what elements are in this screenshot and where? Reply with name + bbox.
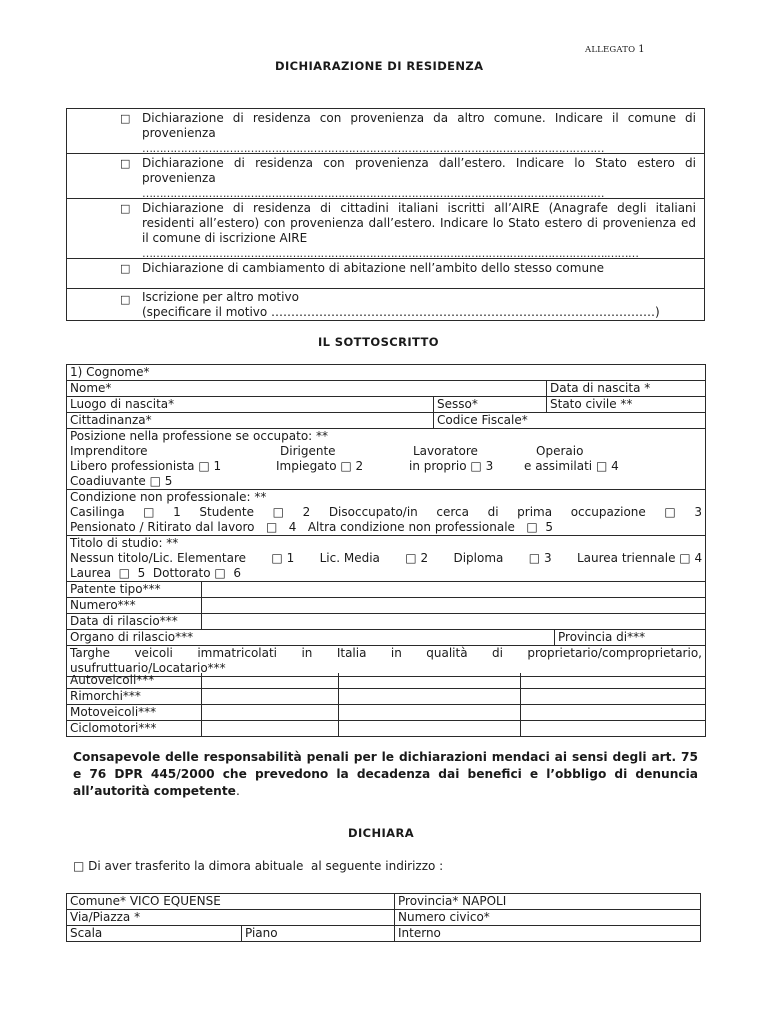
studio-row-2[interactable]: Laurea □ 5 Dottorato □ 6 bbox=[70, 566, 241, 580]
input-rimorchi-3[interactable] bbox=[521, 689, 706, 705]
professione-option-5[interactable]: Coadiuvante □ 5 bbox=[70, 474, 173, 488]
studio-label: Titolo di studio: ** bbox=[70, 536, 179, 550]
allegato-label bbox=[585, 44, 645, 55]
input-rimorchi-1[interactable] bbox=[202, 689, 339, 705]
condizione-row-1[interactable] bbox=[70, 505, 702, 520]
field-codice-fiscale[interactable]: Codice Fiscale* bbox=[434, 413, 706, 429]
liability-statement bbox=[73, 749, 698, 800]
field-provincia-rilascio[interactable]: Provincia di*** bbox=[555, 630, 706, 646]
field-via-piazza[interactable]: Via/Piazza * bbox=[67, 910, 395, 926]
field-sesso[interactable]: Sesso* bbox=[434, 397, 547, 413]
targhe-word: Targhe bbox=[70, 646, 111, 660]
condizione-word: Disoccupato/in bbox=[328, 505, 418, 519]
condizione-word: Studente bbox=[199, 505, 254, 519]
residence-type-options bbox=[66, 108, 705, 321]
field-organo-rilascio[interactable]: Organo di rilascio*** bbox=[67, 630, 555, 646]
dichiara-heading: DICHIARA bbox=[348, 826, 415, 840]
fill-line[interactable]: …………………………………………………………………………………………………………………….……… bbox=[142, 247, 639, 260]
label-autoveicoli: Autoveicoli*** bbox=[67, 673, 202, 689]
option-text: Dichiarazione di residenza con provenienza dall’estero. Indicare lo Stato estero di provenienza bbox=[142, 156, 696, 185]
checkbox-icon[interactable]: □ bbox=[120, 202, 131, 215]
professione-lavoratore: Lavoratore bbox=[413, 444, 478, 458]
input-autoveicoli-2[interactable] bbox=[339, 673, 521, 689]
field-cognome[interactable]: 1) Cognome* bbox=[67, 365, 706, 381]
option-text: Dichiarazione di residenza di cittadini italiani iscritti all’AIRE (Anagrafe degli italiani residenti all’estero) con provenienza dall’estero. Indicare lo Stato estero di provenienza ed il comune di iscrizione AIRE bbox=[142, 201, 696, 245]
field-interno[interactable]: Interno bbox=[395, 926, 701, 942]
condizione-label: Condizione non professionale: ** bbox=[70, 490, 267, 504]
option-text: Dichiarazione di cambiamento di abitazione nell’ambito dello stesso comune bbox=[142, 261, 605, 275]
option-estero[interactable] bbox=[67, 154, 704, 198]
checkbox-icon[interactable]: □ bbox=[664, 505, 676, 519]
professione-operaio: Operaio bbox=[536, 444, 584, 458]
professione-option-3[interactable]: in proprio □ 3 bbox=[409, 459, 494, 473]
page-title: DICHIARAZIONE DI RESIDENZA bbox=[275, 59, 484, 73]
targhe-word: immatricolati bbox=[197, 646, 278, 660]
condizione-word: occupazione bbox=[570, 505, 646, 519]
input-data-rilascio[interactable] bbox=[202, 614, 706, 630]
targhe-line-1 bbox=[70, 646, 702, 661]
targhe-word: Italia bbox=[336, 646, 367, 660]
field-patente-tipo: Patente tipo*** bbox=[67, 582, 202, 598]
input-ciclomotori-1[interactable] bbox=[202, 721, 339, 737]
targhe-line-2: usufruttuario/Locatario*** bbox=[70, 661, 226, 675]
input-autoveicoli-1[interactable] bbox=[202, 673, 339, 689]
option-specify-line[interactable]: (specificare il motivo ……………………………………………………………………………………) bbox=[142, 305, 660, 319]
condizione-word: prima bbox=[517, 505, 553, 519]
field-titolo-studio bbox=[67, 536, 706, 582]
checkbox-icon[interactable]: □ bbox=[272, 505, 284, 519]
field-luogo-nascita[interactable]: Luogo di nascita* bbox=[67, 397, 434, 413]
label-motoveicoli: Motoveicoli*** bbox=[67, 705, 202, 721]
field-condizione bbox=[67, 490, 706, 536]
field-provincia[interactable]: Provincia* NAPOLI bbox=[395, 894, 701, 910]
option-altro-motivo[interactable] bbox=[67, 289, 704, 320]
studio-option-4[interactable]: Laurea triennale □ 4 bbox=[576, 551, 703, 565]
label-ciclomotori: Ciclomotori*** bbox=[67, 721, 202, 737]
condizione-word: 3 bbox=[694, 505, 702, 519]
input-motoveicoli-1[interactable] bbox=[202, 705, 339, 721]
professione-option-4[interactable]: e assimilati □ 4 bbox=[524, 459, 619, 473]
professione-dirigente: Dirigente bbox=[280, 444, 336, 458]
professione-option-2[interactable]: Impiegato □ 2 bbox=[276, 459, 364, 473]
studio-option-1[interactable]: □ 1 bbox=[271, 551, 295, 565]
field-professione bbox=[67, 429, 706, 490]
studio-word: Nessun titolo/Lic. Elementare bbox=[70, 551, 247, 565]
allegato-number: 1 bbox=[638, 44, 645, 55]
studio-option-3[interactable]: □ 3 bbox=[528, 551, 552, 565]
studio-row-1[interactable] bbox=[70, 551, 702, 566]
field-numero-civico[interactable]: Numero civico* bbox=[395, 910, 701, 926]
professione-label: Posizione nella professione se occupato: ** bbox=[70, 429, 329, 443]
personal-data-table bbox=[66, 364, 706, 677]
checkbox-icon[interactable]: □ bbox=[120, 293, 131, 306]
condizione-word: 1 bbox=[173, 505, 181, 519]
field-numero: Numero*** bbox=[67, 598, 202, 614]
professione-imprenditore: Imprenditore bbox=[70, 444, 148, 458]
option-altro-comune[interactable] bbox=[67, 109, 704, 153]
professione-option-1[interactable]: Libero professionista □ 1 bbox=[70, 459, 222, 473]
address-table bbox=[66, 893, 701, 942]
targhe-word: proprietario/comproprietario, bbox=[527, 646, 702, 660]
option-cambio-abitazione[interactable] bbox=[67, 259, 704, 288]
input-motoveicoli-3[interactable] bbox=[521, 705, 706, 721]
option-text: Dichiarazione di residenza con provenienza da altro comune. Indicare il comune di provenienza bbox=[142, 111, 696, 140]
studio-option-2[interactable]: □ 2 bbox=[405, 551, 429, 565]
allegato-text: ALLEGATO bbox=[585, 45, 636, 55]
field-targhe bbox=[67, 646, 706, 677]
input-patente-tipo[interactable] bbox=[202, 582, 706, 598]
condizione-word: cerca bbox=[436, 505, 469, 519]
statement-period: . bbox=[235, 784, 240, 798]
field-data-rilascio: Data di rilascio*** bbox=[67, 614, 202, 630]
field-nome[interactable]: Nome* bbox=[67, 381, 547, 397]
statement-text: Consapevole delle responsabilità penali per le dichiarazioni mendaci ai sensi degli art. 75 e 76 DPR 445/2000 che prevedono la decadenza dai benefici e l’obbligo di denuncia all’autorità competente bbox=[73, 750, 698, 798]
studio-word: Diploma bbox=[453, 551, 504, 565]
fill-line[interactable]: …………………………………………………………………………………………………………………… bbox=[142, 187, 604, 200]
input-ciclomotori-3[interactable] bbox=[521, 721, 706, 737]
field-data-nascita[interactable]: Data di nascita * bbox=[547, 381, 706, 397]
option-aire[interactable] bbox=[67, 199, 704, 258]
condizione-row-2[interactable]: Pensionato / Ritirato dal lavoro □ 4 Altra condizione non professionale □ 5 bbox=[70, 520, 553, 534]
label-rimorchi: Rimorchi*** bbox=[67, 689, 202, 705]
input-rimorchi-2[interactable] bbox=[339, 689, 521, 705]
targhe-word: di bbox=[491, 646, 503, 660]
checkbox-icon[interactable]: □ bbox=[120, 262, 131, 275]
targhe-word: in bbox=[301, 646, 313, 660]
input-ciclomotori-2[interactable] bbox=[339, 721, 521, 737]
input-numero[interactable] bbox=[202, 598, 706, 614]
trasferito-checkbox[interactable]: □ Di aver trasferito la dimora abituale al seguente indirizzo : bbox=[73, 859, 444, 873]
field-cittadinanza[interactable]: Cittadinanza* bbox=[67, 413, 434, 429]
targhe-word: qualità bbox=[426, 646, 468, 660]
vehicles-table bbox=[66, 673, 706, 737]
input-motoveicoli-2[interactable] bbox=[339, 705, 521, 721]
field-scala[interactable]: Scala bbox=[67, 926, 242, 942]
condizione-word: 2 bbox=[302, 505, 311, 519]
input-autoveicoli-3[interactable] bbox=[521, 673, 706, 689]
field-piano[interactable]: Piano bbox=[242, 926, 395, 942]
checkbox-icon[interactable]: □ bbox=[120, 112, 131, 125]
checkbox-icon[interactable]: □ bbox=[120, 157, 131, 170]
option-text: Iscrizione per altro motivo bbox=[142, 290, 299, 304]
studio-word: Lic. Media bbox=[319, 551, 380, 565]
field-comune[interactable]: Comune* VICO EQUENSE bbox=[67, 894, 395, 910]
checkbox-icon[interactable]: □ bbox=[143, 505, 155, 519]
field-stato-civile[interactable]: Stato civile ** bbox=[547, 397, 706, 413]
targhe-word: veicoli bbox=[134, 646, 173, 660]
condizione-word: di bbox=[487, 505, 499, 519]
targhe-word: in bbox=[390, 646, 402, 660]
condizione-word: Casilinga bbox=[70, 505, 125, 519]
fill-line[interactable]: …………………………………………………………………………………………………………………… bbox=[142, 142, 604, 155]
section-title-sottoscritto: IL SOTTOSCRITTO bbox=[318, 335, 439, 349]
